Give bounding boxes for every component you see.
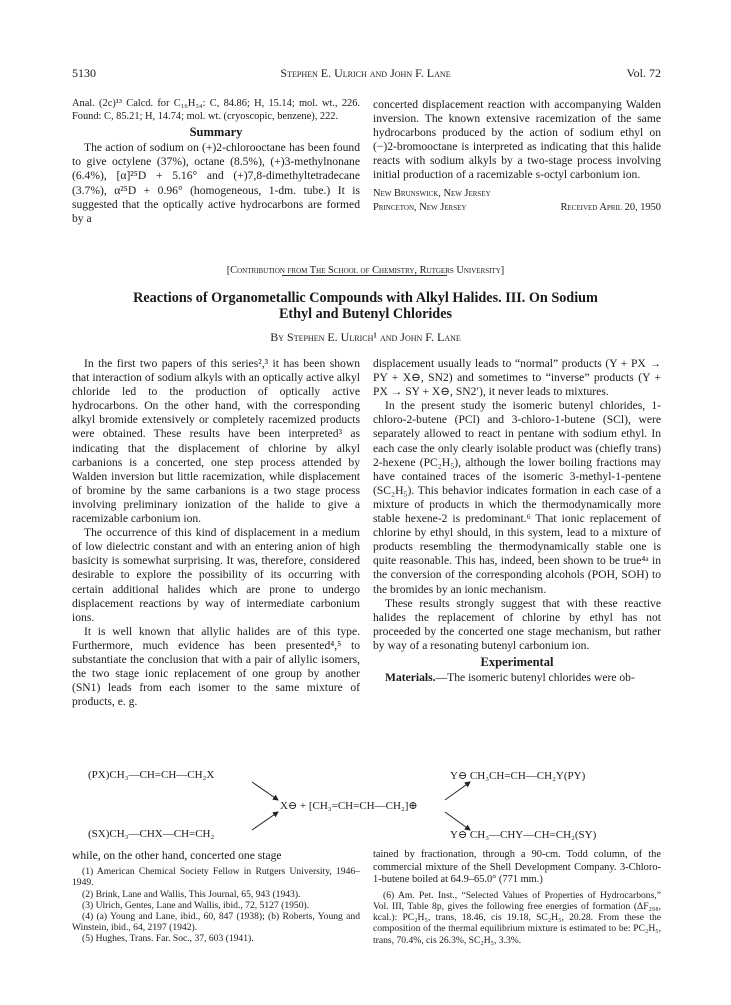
scheme-bottom-right: Y⊖ CH₃—CHY—CH=CH₂(SY) bbox=[450, 829, 597, 841]
after-scheme-left bbox=[72, 849, 360, 945]
article-title-line-1: Reactions of Organometallic Compounds with Alkyl Halides. III. On Sodium bbox=[133, 290, 598, 306]
body-left-paragraph-1: In the first two papers of this series²,³ it has been shown that interaction of sodium alkyls with an optically active alkyl chloride led to the production of optically active hydrocarbons. On the other hand, with the corresponding alkyl bromide extensively or completely racemized products were obtained. These results have been interpreted³ as indicating that the displacement of chlorine by alkyl carbanions is a concerted, one step process attended by Walden inversion but little racemization, while displacement of bromine by the same carbanions is a two stage process involving preliminary ionization of the halide to give a racemizable carbonium ion. bbox=[72, 357, 360, 526]
article-authors: By Stephen E. Ulrich¹ and John F. Lane bbox=[270, 330, 461, 344]
contribution-line: [Contribution from The School of Chemistry, Rutgers University] bbox=[226, 265, 505, 276]
body-left-paragraph-3: It is well known that allylic halides are of this type. Furthermore, much evidence has been presented⁴,⁵ to substantiate the conclusion that with a pair of allylic isomers, the two stage ionic replacement of one group by another (SN1) leads from each isomer to the same mixture of products, e. g. bbox=[72, 624, 360, 709]
body-right-paragraph-1: displacement usually leads to “normal” products (Y + PX → PY + X⊖, SN2) and sometimes to “inverse” products (Y + PX → SY + X⊖, SN2′), it never leads to mixtures. bbox=[373, 357, 661, 399]
arrow-px-to-ion bbox=[252, 782, 278, 800]
article-title-line-2: Ethyl and Butenyl Chlorides bbox=[278, 306, 453, 322]
summary-heading: Summary bbox=[189, 125, 243, 140]
materials-text: —The isomeric butenyl chlorides were ob- bbox=[435, 671, 635, 685]
scheme-bottom-left: (SX)CH₃—CHX—CH=CH₂ bbox=[88, 828, 215, 840]
summary-left-text: The action of sodium on (+)2-chlorooctane has been found to give octylene (37%), octane (8.5%), (+)3-methylnonane (6.4%), [α]²⁵D + 5.16° and (+)7,8-dimethyltetradecane (3.7%), α²⁵D + 0.96° (homogeneous, 1-dm. tube.) It is suggested that the optically active hydrocarbons are formed by a bbox=[72, 141, 360, 225]
after-scheme-right-text: tained by fractionation, through a 90-cm. Todd column, of the commercial mixture of the Shell Development Company. 3-Chloro-1-butene boiled at 64.9–65.0° (771 mm.) bbox=[373, 849, 661, 886]
after-scheme-left-text: while, on the other hand, concerted one stage bbox=[72, 849, 282, 862]
volume-label: Vol. 72 bbox=[626, 66, 661, 80]
after-scheme-right bbox=[373, 849, 661, 946]
page-number: 5130 bbox=[72, 66, 96, 80]
materials-label: Materials. bbox=[385, 671, 436, 685]
arrow-ion-to-sy bbox=[445, 812, 470, 830]
footnote-4: (4) (a) Young and Lane, ibid., 60, 847 (1938); (b) Roberts, Young and Winstein, ibid., 64, 2197 (1942). bbox=[72, 910, 360, 934]
received-date: Received April 20, 1950 bbox=[560, 201, 661, 213]
arrow-sx-to-ion bbox=[252, 812, 278, 830]
footnotes-right bbox=[373, 890, 661, 946]
running-title: Stephen E. Ulrich and John F. Lane bbox=[280, 66, 451, 80]
summary-right-text: concerted displacement reaction with accompanying Walden inversion. The known extensive racemization of the same hydrocarbons produced by the action of sodium ethyl on (−)2-bromooctane is interpreted as indicating that this halide reacts with sodium alkyls by a two-stage process involving initial production of a racemizable s-octyl carbonium ion. bbox=[373, 98, 661, 182]
location-1: New Brunswick, New Jersey bbox=[373, 187, 491, 199]
body-right-paragraph-3: These results strongly suggest that with these reactive halides the replacement of chlorine by ethyl has not proceeded by the concerted one stage mechanism, but rather by way of a resonating butenyl carbonium ion. bbox=[373, 596, 661, 652]
footnote-2: (2) Brink, Lane and Wallis, This Journal, 65, 943 (1943). bbox=[82, 888, 301, 900]
location-2: Princeton, New Jersey bbox=[373, 201, 467, 213]
scheme-middle: X⊖ + [CH₃=CH=CH—CH₂]⊕ bbox=[280, 800, 418, 812]
body-right-paragraph-2: In the present study the isomeric butenyl chlorides, 1-chloro-2-butene (PCl) and 3-chloro-1-butene (SCl), were separately allowed to react in pentane with sodium ethyl. In each case the only clearly isolable product was (chiefly trans) 2-hexene (PC₂H₅), although the lower boiling fractions may have contained traces of the isomeric 3-methyl-1-pentene (SC₂H₅). This behavior indicates formation in each case of a mixture of products in which the thermodynamically more stable hexene-2 is predominant.⁶ That ionic replacement of chlorine by ethyl should, in this system, lead to a mixture of products resembling the thermodynamically stable one is quite reasonable. This has, indeed, been shown to be true⁴ᵃ in the conversion of the corresponding alcohols (POH, SOH) to the bromides by an ionic mechanism. bbox=[373, 399, 661, 596]
footnotes-left bbox=[72, 866, 360, 944]
footnote-5: (5) Hughes, Trans. Far. Soc., 37, 603 (1941). bbox=[82, 933, 254, 945]
scheme-top-right: Y⊖ CH₃CH=CH—CH₂Y(PY) bbox=[450, 770, 586, 782]
analysis-text: Anal. (2c)¹³ Calcd. for C₁₆H₃₄: C, 84.86; H, 15.14; mol. wt., 226. Found: C, 85.21; H, 14.74; mol. wt. (cryoscopic, benzene), 222. bbox=[72, 98, 360, 122]
footnote-3: (3) Ulrich, Gentes, Lane and Wallis, ibid., 72, 5127 (1950). bbox=[82, 899, 310, 911]
footnote-6: (6) Am. Pet. Inst., “Selected Values of Properties of Hydrocarbons,” Vol. III, Table 8p, gives the following free energies of formation (ΔF₂₉₈, kcal.): PC₂H₅, trans, 18.46, cis 19.18, SC₂H₅, 20.28. From these the composition of the thermal equilibrium mixture is estimated to be: PC₂H₅, trans, 70.4%, cis 26.3%, SC₂H₅, 3.3%. bbox=[373, 889, 661, 946]
experimental-heading: Experimental bbox=[480, 654, 554, 669]
footnote-1: (1) American Chemical Society Fellow in Rutgers University, 1946–1949. bbox=[72, 866, 360, 889]
body-left-paragraph-2: The occurrence of this kind of displacement in a medium of low dielectric constant and with an entering anion of high basicity is somewhat surprising. It was, therefore, considered desirable to explore the possibility of its occurring with certain additional halides which are prone to undergo displacement reactions by way of intermediate carbonium ions. bbox=[72, 526, 360, 624]
arrow-ion-to-py bbox=[445, 782, 470, 800]
scheme-top-left: (PX)CH₃—CH=CH—CH₂X bbox=[88, 769, 215, 781]
